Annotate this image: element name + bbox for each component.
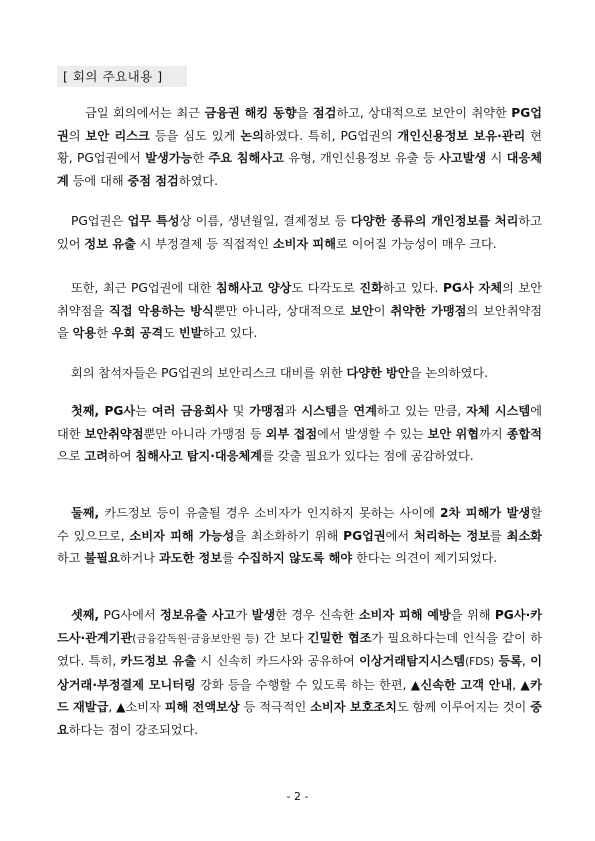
body-text: 에 대한 — [57, 404, 542, 441]
body-text: 의 보안취약점을 — [57, 303, 543, 340]
body-text: 를 — [222, 551, 238, 565]
emphasis-text: PG업권 — [57, 106, 542, 143]
body-text: 에서 — [385, 528, 415, 543]
body-text: 로 이어질 가능성이 매우 크다. — [335, 236, 497, 251]
body-text: 하여 — [107, 449, 136, 463]
emphasis-text: 침해사고 탐지·대응체계 — [135, 449, 262, 463]
emphasis-text: 최소화 — [506, 528, 542, 543]
emphasis-text: 직접 악용하는 방식 — [109, 303, 214, 318]
body-text: 를 — [490, 528, 507, 543]
body-text: 을 논의하였다. — [409, 366, 488, 380]
body-text: 하고, 상대적으로 보안이 취약한 — [336, 106, 512, 120]
body-text: 하고 있다. — [202, 326, 258, 340]
emphasis-text: 첫째, PG사 — [71, 404, 136, 418]
body-text: 한 — [96, 326, 112, 340]
emphasis-text: 고려 — [84, 449, 108, 463]
emphasis-text: 보안 위협 — [427, 426, 480, 441]
emphasis-text: 소비자 피해 예방 — [358, 608, 451, 622]
paragraph-discussion-intro — [57, 362, 542, 385]
body-text: 하고 있어 — [57, 214, 542, 251]
page-number: - 2 - — [286, 790, 309, 803]
emphasis-text: 종합적 — [506, 426, 543, 441]
emphasis-text: 보안 리스크 — [85, 128, 150, 143]
body-text: 등 적극적인 — [239, 700, 311, 714]
paragraph-second-point — [57, 502, 542, 570]
body-text: 뿐만 아니라, 상대적으로 — [213, 303, 351, 318]
body-text: 등에 대해 — [68, 173, 128, 188]
emphasis-text: 2차 피해가 발생 — [440, 506, 531, 520]
body-text: 으로 — [57, 449, 85, 463]
body-text: 도 — [163, 326, 179, 340]
emphasis-text: 진화 — [359, 281, 383, 295]
body-text: 뿐만 아니라 가맹점 등 — [143, 426, 266, 441]
emphasis-text: 등록 — [498, 654, 522, 668]
paragraph-meeting-overview — [57, 102, 542, 192]
emphasis-text: 정보유출 사고 — [160, 608, 236, 622]
emphasis-text: 과도한 정보 — [158, 551, 223, 565]
emphasis-text: 금융권 해킹 동향 — [204, 106, 297, 120]
emphasis-text: 주요 침해사고 — [208, 151, 284, 165]
emphasis-text: 여러 금융회사 — [151, 404, 228, 418]
paragraph-first-point — [57, 400, 542, 468]
emphasis-text: 시스템 — [301, 404, 337, 418]
body-text: 는 — [135, 404, 152, 418]
body-text: 과 — [284, 404, 302, 418]
body-text: 도 함께 이루어지는 것이 — [396, 700, 531, 714]
body-text: 가 필요하다는데 인식을 같이 하였다. 특히, — [57, 630, 543, 668]
emphasis-text: 보안 — [350, 303, 374, 318]
emphasis-text: 논의 — [240, 128, 264, 143]
body-text: PG업권은 — [71, 214, 128, 228]
emphasis-text: 정보 유출 — [84, 236, 136, 251]
body-text: 하였다. — [178, 173, 219, 188]
emphasis-text: 대응체계 — [57, 151, 542, 188]
body-text: 시 부정결제 등 직접적인 — [135, 236, 273, 251]
emphasis-text: 중요 — [57, 700, 542, 737]
body-text: 카드정보 등이 유출될 경우 소비자가 인지하지 못하는 사이에 — [99, 506, 441, 520]
emphasis-text: 다양한 방안 — [346, 366, 410, 380]
emphasis-text: 이상거래탐지시스템 — [359, 654, 466, 668]
body-text: 시 신속히 카드사와 공유하여 — [195, 654, 360, 668]
emphasis-text: 자체 시스템 — [466, 404, 531, 418]
body-text: 상 이름, 생년월일, 결제정보 등 — [179, 214, 351, 228]
emphasis-text: 악용 — [72, 326, 97, 340]
body-text: 현황, PG업권에서 — [57, 128, 543, 165]
emphasis-text: 사고발생 — [439, 151, 487, 165]
body-text: 의 보안취약점을 — [57, 281, 542, 318]
emphasis-text: 취약한 가맹점 — [390, 303, 467, 318]
parenthetical-text: (금융감독원·금융보안원 등) — [132, 632, 260, 645]
body-text: , — [521, 654, 531, 668]
body-text: 유형, 개인신용정보 유출 등 — [283, 151, 440, 165]
paragraph-pg-characteristics — [57, 210, 542, 255]
paragraph-incident-trends — [57, 277, 542, 345]
body-text: 가 — [235, 608, 252, 622]
emphasis-text: 수집하지 않도록 해야 — [237, 551, 353, 565]
body-text: 도 다각도로 — [291, 281, 360, 295]
emphasis-text: 보안취약점 — [84, 426, 144, 441]
body-text: 을 — [336, 404, 354, 418]
emphasis-text: 업무 특성 — [127, 214, 180, 228]
body-text: 회의 참석자들은 PG업권의 보안리스크 대비를 위한 — [71, 366, 347, 380]
emphasis-text: 처리하는 정보 — [414, 528, 490, 543]
body-text: 까지 — [479, 426, 507, 441]
body-text: 이 — [373, 303, 391, 318]
body-text: 및 — [227, 404, 250, 418]
body-text: 등을 심도 있게 — [149, 128, 241, 143]
body-text: 또한, 최근 PG업권에 대한 — [71, 281, 216, 295]
body-text: 을 최소화하기 위해 — [234, 528, 344, 543]
body-text: 하고 있는 만큼, — [376, 404, 467, 418]
body-text: 을 — [296, 106, 313, 120]
emphasis-text: PG업권 — [343, 528, 386, 543]
emphasis-text: ▲카드 재발급 — [57, 677, 542, 714]
emphasis-text: 빈발 — [178, 326, 203, 340]
body-text: 한 — [192, 151, 209, 165]
body-text: 을 위해 — [450, 608, 495, 622]
body-text: 하고 — [57, 551, 85, 565]
emphasis-text: 피해 전액보상 — [164, 700, 240, 714]
emphasis-text: PG사 자체 — [442, 281, 503, 295]
paragraph-third-point — [57, 604, 542, 741]
emphasis-text: 둘째, — [71, 506, 100, 520]
emphasis-text: 카드정보 유출 — [120, 654, 196, 668]
emphasis-text: 소비자 피해 가능성 — [129, 528, 235, 543]
body-text: 하다는 점이 강조되었다. — [68, 722, 199, 737]
body-text: 의 — [68, 128, 86, 143]
body-text: 하거나 — [119, 551, 159, 565]
emphasis-text: 침해사고 양상 — [215, 281, 292, 295]
body-text: 하였다. 특히, PG업권의 — [263, 128, 398, 143]
body-text: 를 갖출 필요가 있다는 점에 공감하였다. — [262, 449, 474, 463]
emphasis-text: ▲신속한 고객 안내 — [410, 677, 513, 692]
body-text: 간 보다 — [259, 630, 308, 645]
emphasis-text: 개인신용정보 보유·관리 — [397, 128, 526, 143]
emphasis-text: 점검 — [312, 106, 337, 120]
emphasis-text: 셋째, — [71, 608, 100, 622]
parenthetical-text: (FDS) — [465, 656, 495, 668]
emphasis-text: 소비자 보호조치 — [310, 700, 397, 714]
body-text: , ▲소비자 — [108, 700, 165, 714]
emphasis-text: 발생가능 — [145, 151, 193, 165]
emphasis-text: 불필요 — [84, 551, 120, 565]
section-title: [ 회의 주요내용 ] — [57, 66, 187, 87]
emphasis-text: 중점 점검 — [127, 173, 179, 188]
body-text: , — [512, 677, 521, 692]
body-text: 한다는 의견이 제기되었다. — [352, 551, 498, 565]
emphasis-text: 외부 접점 — [265, 426, 318, 441]
emphasis-text: 우회 공격 — [111, 326, 164, 340]
body-text: PG사에서 — [99, 608, 161, 622]
emphasis-text: 소비자 피해 — [272, 236, 336, 251]
emphasis-text: 가맹점 — [249, 404, 285, 418]
emphasis-text: 연계 — [353, 404, 377, 418]
body-text: 할 수 있으므로, — [57, 506, 542, 543]
emphasis-text: 긴밀한 협조 — [307, 630, 372, 645]
emphasis-text: 이상거래·부정결제 모니터링 — [57, 654, 543, 692]
body-text: 에서 발생할 수 있는 — [317, 426, 428, 441]
body-text: 시 — [486, 151, 507, 165]
emphasis-text: 발생 — [251, 608, 276, 622]
body-text: 강화 등을 수행할 수 있도록 하는 한편, — [195, 677, 411, 692]
body-text: 하고 있다. — [382, 281, 443, 295]
body-text: 금일 회의에서는 최근 — [85, 106, 205, 120]
body-text: 한 경우 신속한 — [275, 608, 359, 622]
emphasis-text: 다양한 종류의 개인정보를 처리 — [350, 214, 519, 228]
emphasis-text: PG사·카드사·관계기관 — [57, 608, 542, 645]
